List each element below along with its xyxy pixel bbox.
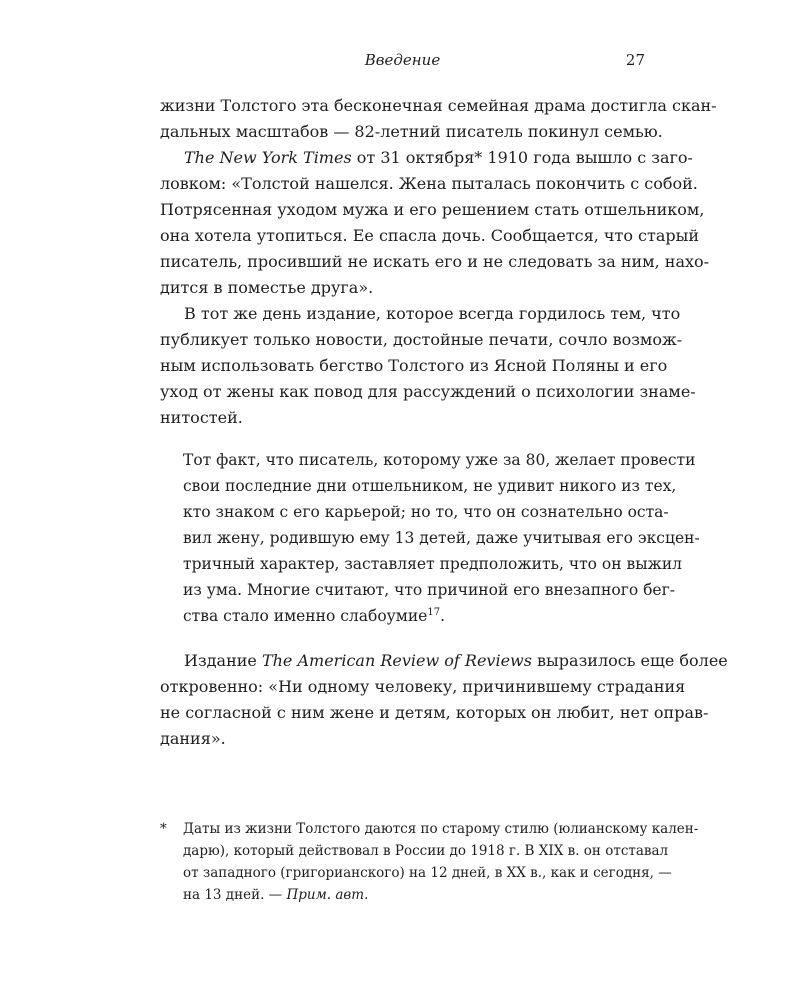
paragraph-1 [160,93,717,145]
text-fragment: Издание [184,651,262,670]
text-line [160,648,728,674]
text-line: дится в поместье друга». [160,278,374,297]
text-line: уход от жены как повод для рассуждений о психологии знаме- [160,382,696,401]
main-text-bottom [160,648,728,752]
page-number: 27 [625,51,645,69]
journal-title: The American Review of Reviews [261,651,532,670]
quote-line: вил жену, родившую ему 13 детей, даже учитывая его эксцен- [183,529,700,547]
text-line: нитостей. [160,408,243,427]
author-note-label: Прим. авт. [286,887,369,903]
text-line: не согласной с ним жене и детям, которых он любит, нет оправ- [160,703,709,722]
text-line: она хотела утопиться. Ее спасла дочь. Сообщается, что старый [160,226,700,245]
text-fragment: ства стало именно слабоумие [183,607,428,625]
footnote-line: Даты из жизни Толстого даются по старому стилю (юлианскому кален- [183,821,699,837]
text-line: ным использовать бегство Толстого из Ясной Поляны и его [160,356,668,375]
text-line: ловком: «Толстой нашелся. Жена пыталась покончить с собой. [160,174,698,193]
text-line: дания». [160,729,226,748]
paragraph-4 [160,648,728,752]
text-line: жизни Толстого эта бесконечная семейная драма достигла скан- [160,96,717,115]
quote-line: из ума. Многие считают, что причиной его внезапного бег- [183,581,675,599]
text-line: публикует только новости, достойные печати, сочло возмож- [160,330,683,349]
text-line: В тот же день издание, которое всегда гордилось тем, что [184,304,681,323]
footnote-marker: * [160,821,167,837]
footnote-line: от западного (григорианского) на 12 дней, в XX в., как и сегодня, — [183,865,672,881]
text-fragment: выразилось еще более [531,651,728,670]
footnote-line: дарю), который действовал в России до 1918 г. В XIX в. он отставал [183,843,669,859]
paragraph-3 [160,301,696,431]
footnote-line [183,884,645,906]
text-fragment: . [440,607,446,625]
paragraph-2 [160,145,710,301]
running-head [160,48,645,72]
quote-line: свои последние дни отшельником, не удивит никого из тех, [183,477,677,495]
text-line [160,145,693,171]
quote-line: Тот факт, что писатель, которому уже за 80, желает провести [183,451,696,469]
running-title: Введение [364,51,441,69]
text-fragment: от 31 октября* 1910 года вышло с заго- [351,148,693,167]
text-line: Потрясенная уходом мужа и его решением стать отшельником, [160,200,705,219]
text-line: дальных масштабов — 82-летний писатель покинул семью. [160,122,663,141]
footnote-reference: 17 [427,607,441,618]
main-text-top [160,93,717,431]
text-line: писатель, просивший не искать его и не следовать за ним, нахо- [160,252,710,271]
block-quote [183,447,700,629]
text-line: откровенно: «Ни одному человеку, причинившему страдания [160,677,686,696]
footnote [183,818,699,906]
quote-line: кто знаком с его карьерой; но то, что он сознательно оста- [183,503,669,521]
quote-line [183,603,621,629]
quote-line: тричный характер, заставляет предположить, что он выжил [183,555,683,573]
newspaper-title: The New York Times [184,148,352,167]
text-fragment: на 13 дней. — [183,887,287,903]
